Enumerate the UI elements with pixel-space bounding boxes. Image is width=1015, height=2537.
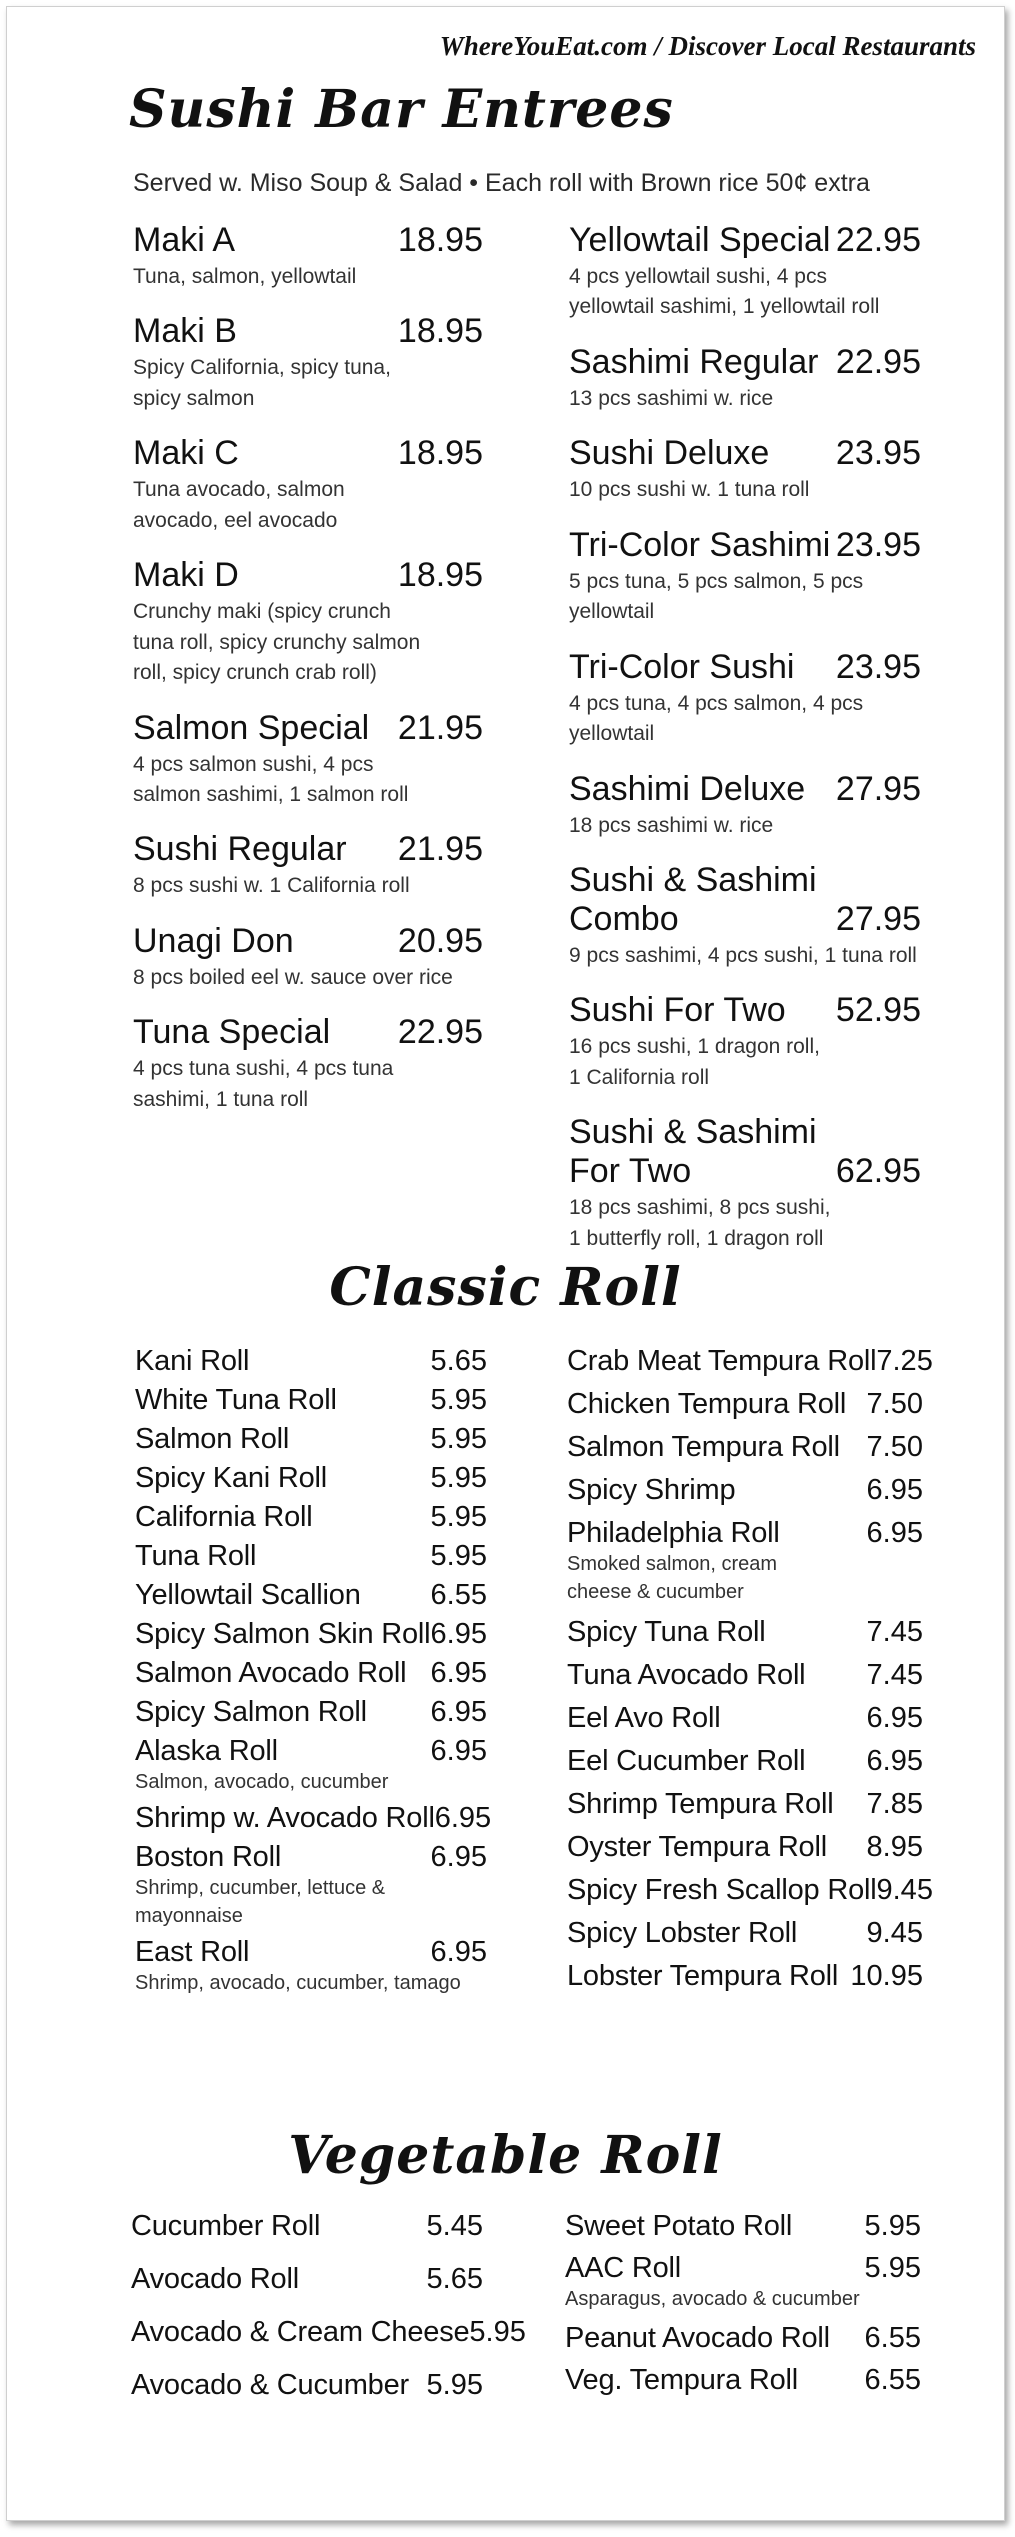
menu-item-row	[131, 2316, 526, 2349]
menu-item-description: 18 pcs sashimi, 8 pcs sushi, 1 butterfly roll, 1 dragon roll	[569, 1196, 831, 1250]
menu-item-description: Tuna avocado, salmon avocado, eel avocado	[133, 478, 345, 532]
menu-item-name: Salmon Roll	[135, 1423, 290, 1455]
menu-item-name: Sushi For Two	[569, 991, 786, 1030]
menu-item-description: Shrimp, avocado, cucumber, tamago	[135, 1972, 461, 1994]
menu-item-row	[567, 1745, 923, 1778]
menu-item	[567, 1960, 923, 1993]
menu-item-price: 52.95	[835, 991, 921, 1030]
menu-item-price: 6.95	[866, 1517, 923, 1549]
vegetable-roll-right-column	[565, 2210, 921, 2406]
menu-item-name: Avocado & Cucumber	[131, 2369, 409, 2401]
menu-item-description: 5 pcs tuna, 5 pcs salmon, 5 pcs yellowtail	[569, 569, 864, 624]
menu-item	[135, 1540, 487, 1573]
menu-item-name: Shrimp Tempura Roll	[567, 1788, 834, 1820]
menu-item-price: 23.95	[835, 647, 921, 686]
menu-item-price: 7.25	[876, 1345, 933, 1377]
menu-item-price: 27.95	[835, 769, 921, 808]
menu-item	[567, 1388, 923, 1421]
classic-roll-right-column	[567, 1345, 933, 2003]
menu-item-name: Spicy Kani Roll	[135, 1462, 328, 1494]
menu-item-row	[135, 1735, 487, 1768]
menu-item-name: Sashimi Deluxe	[569, 769, 806, 808]
menu-item	[567, 1616, 923, 1649]
menu-item-name: Sweet Potato Roll	[565, 2210, 793, 2242]
menu-item	[133, 556, 483, 688]
menu-item-row	[131, 2210, 483, 2243]
menu-item	[567, 1702, 923, 1735]
menu-item-row	[569, 221, 921, 260]
menu-item-price: 7.45	[866, 1659, 923, 1691]
menu-item-name: Yellowtail Special	[569, 221, 831, 259]
menu-item-price: 10.95	[850, 1960, 923, 1992]
menu-item-row	[567, 1788, 923, 1821]
menu-item	[567, 1874, 933, 1907]
menu-item-price: 5.45	[426, 2210, 483, 2242]
menu-item-description: 8 pcs boiled eel w. sauce over rice	[133, 965, 453, 989]
menu-item	[567, 1517, 923, 1606]
menu-item-row	[565, 2322, 921, 2355]
menu-item	[569, 770, 921, 841]
menu-item-row	[569, 991, 921, 1030]
menu-item-row	[135, 1657, 487, 1690]
menu-item-price: 5.95	[426, 2369, 483, 2401]
menu-item-name: Crab Meat Tempura Roll	[567, 1345, 877, 1377]
menu-item-price: 5.95	[469, 2316, 526, 2348]
menu-item-name: Spicy Shrimp	[567, 1474, 736, 1506]
menu-item-row	[567, 1960, 923, 1993]
menu-item	[565, 2210, 921, 2243]
menu-item-name: Maki A	[133, 221, 236, 259]
menu-item-price: 18.95	[397, 556, 483, 595]
menu-item-price: 18.95	[397, 434, 483, 473]
menu-item	[567, 1831, 923, 1864]
menu-item-name: Maki D	[133, 556, 239, 595]
menu-item	[133, 221, 483, 292]
menu-item	[133, 312, 483, 414]
menu-item-price: 23.95	[835, 434, 921, 473]
menu-item-row	[569, 1113, 921, 1191]
menu-item-price: 18.95	[397, 221, 483, 259]
menu-item-price: 5.65	[426, 2263, 483, 2295]
menu-item-price: 6.55	[864, 2322, 921, 2354]
menu-item-name: Shrimp w. Avocado Roll	[135, 1802, 435, 1834]
menu-item-row	[135, 1802, 492, 1835]
menu-item-row	[565, 2210, 921, 2243]
menu-item-name: Spicy Salmon Roll	[135, 1696, 367, 1728]
menu-item-row	[569, 343, 921, 382]
menu-item-name: Peanut Avocado Roll	[565, 2322, 830, 2354]
menu-item-row	[133, 221, 483, 260]
menu-item-name: California Roll	[135, 1501, 313, 1533]
menu-item-description: 4 pcs tuna, 4 pcs salmon, 4 pcs yellowtail	[569, 691, 864, 746]
menu-item-row	[565, 2364, 921, 2397]
menu-item-name: Tuna Roll	[135, 1540, 257, 1572]
menu-item-price: 6.55	[430, 1579, 487, 1611]
menu-item	[131, 2210, 483, 2243]
vegetable-roll-heading: Vegetable Roll	[288, 2125, 723, 2186]
menu-item-price: 21.95	[397, 830, 483, 869]
menu-item-row	[131, 2263, 483, 2296]
site-header[interactable]: WhereYouEat.com / Discover Local Restaurants	[439, 31, 976, 61]
menu-item-name: Spicy Tuna Roll	[567, 1616, 766, 1648]
menu-item-row	[567, 1659, 923, 1692]
sushi-bar-right-column	[569, 221, 921, 1274]
menu-item	[565, 2322, 921, 2355]
menu-item-row	[569, 648, 921, 687]
sushi-bar-subtitle: Served w. Miso Soup & Salad • Each roll with Brown rice 50¢ extra	[133, 169, 870, 197]
menu-item-name: East Roll	[135, 1936, 250, 1968]
menu-item-description: 4 pcs salmon sushi, 4 pcs salmon sashimi, 1 salmon roll	[133, 752, 409, 806]
menu-item	[135, 1841, 487, 1930]
vegetable-roll-left-column	[131, 2210, 526, 2422]
menu-item-row	[133, 1013, 483, 1052]
menu-item-price: 6.95	[866, 1745, 923, 1777]
menu-item-description: 9 pcs sashimi, 4 pcs sushi, 1 tuna roll	[569, 943, 917, 967]
menu-item	[135, 1384, 487, 1417]
menu-item-row	[567, 1388, 923, 1421]
menu-item	[569, 1113, 921, 1254]
menu-item-row	[135, 1841, 487, 1874]
menu-item-price: 7.50	[866, 1431, 923, 1463]
menu-item-name: Sushi & Sashimi Combo	[569, 860, 817, 938]
menu-item	[133, 709, 483, 811]
menu-item	[569, 221, 921, 323]
menu-item-name: AAC Roll	[565, 2252, 682, 2284]
menu-item	[135, 1618, 487, 1651]
menu-item	[135, 1579, 487, 1612]
menu-item-description: Tuna, salmon, yellowtail	[133, 265, 357, 288]
menu-item-description: Smoked salmon, cream cheese & cucumber	[567, 1553, 778, 1603]
menu-item-row	[133, 556, 483, 595]
menu-item-name: Tri-Color Sashimi	[569, 525, 831, 564]
menu-item-row	[567, 1917, 923, 1950]
menu-item	[569, 861, 921, 971]
menu-page	[6, 6, 1005, 2521]
menu-item-price: 27.95	[835, 899, 921, 938]
menu-item-price: 6.95	[866, 1474, 923, 1506]
menu-item-price: 7.45	[866, 1616, 923, 1648]
menu-item-name: Spicy Fresh Scallop Roll	[567, 1874, 877, 1906]
menu-item-row	[567, 1874, 933, 1907]
menu-item-description: 10 pcs sushi w. 1 tuna roll	[569, 478, 810, 502]
menu-item-name: Sashimi Regular	[569, 342, 819, 381]
menu-item	[131, 2263, 483, 2296]
menu-item-name: Unagi Don	[133, 921, 294, 960]
menu-item-price: 5.95	[430, 1462, 487, 1494]
menu-item	[567, 1788, 923, 1821]
menu-item-row	[567, 1474, 923, 1507]
menu-item-name: Boston Roll	[135, 1841, 282, 1873]
menu-item-name: Kani Roll	[135, 1345, 250, 1377]
menu-item-row	[135, 1936, 487, 1969]
menu-item	[133, 922, 483, 993]
menu-item-row	[135, 1618, 487, 1651]
menu-item-row	[133, 830, 483, 869]
menu-item-description: 18 pcs sashimi w. rice	[569, 813, 774, 837]
menu-item-price: 21.95	[397, 708, 483, 747]
menu-item-price: 6.95	[434, 1802, 492, 1834]
menu-item	[567, 1745, 923, 1778]
menu-item	[567, 1345, 933, 1378]
classic-roll-left-column	[135, 1345, 492, 2003]
menu-item-name: Eel Cucumber Roll	[567, 1745, 806, 1777]
menu-item-row	[135, 1345, 487, 1378]
menu-item-price: 6.95	[866, 1702, 923, 1734]
menu-item	[135, 1501, 487, 1534]
menu-item-name: Eel Avo Roll	[567, 1702, 721, 1734]
menu-item-row	[569, 526, 921, 565]
menu-item-row	[569, 434, 921, 473]
menu-item-row	[569, 861, 921, 939]
menu-item-description: Salmon, avocado, cucumber	[135, 1771, 389, 1793]
menu-item-row	[135, 1462, 487, 1495]
menu-item-row	[135, 1579, 487, 1612]
menu-item-row	[133, 434, 483, 473]
menu-item-row	[133, 922, 483, 961]
menu-item-row	[133, 312, 483, 351]
menu-item-name: Sushi & Sashimi For Two	[569, 1113, 817, 1191]
menu-item-description: 8 pcs sushi w. 1 California roll	[133, 874, 410, 898]
menu-item-price: 62.95	[835, 1152, 921, 1191]
menu-item-name: Salmon Tempura Roll	[567, 1431, 840, 1463]
menu-item-name: Spicy Salmon Skin Roll	[135, 1618, 431, 1650]
menu-item-price: 6.95	[430, 1618, 487, 1650]
menu-item-name: Veg. Tempura Roll	[565, 2364, 799, 2396]
menu-item-name: Sushi Regular	[133, 830, 347, 869]
menu-item-row	[567, 1431, 923, 1464]
menu-item-row	[567, 1616, 923, 1649]
menu-item-row	[135, 1696, 487, 1729]
menu-item	[565, 2252, 921, 2313]
menu-item-price: 22.95	[835, 342, 921, 381]
menu-item	[135, 1462, 487, 1495]
menu-item-name: Avocado Roll	[131, 2263, 299, 2295]
menu-item	[569, 526, 921, 628]
menu-item-name: Tuna Avocado Roll	[567, 1659, 806, 1691]
menu-item-price: 5.95	[430, 1423, 487, 1455]
menu-item-name: Sushi Deluxe	[569, 434, 770, 473]
menu-item	[133, 1013, 483, 1115]
menu-item	[135, 1735, 487, 1796]
menu-item	[567, 1917, 923, 1950]
menu-item-name: Maki B	[133, 312, 237, 351]
menu-item-name: Avocado & Cream Cheese	[131, 2316, 470, 2348]
menu-item	[135, 1936, 487, 1997]
menu-item-price: 6.95	[430, 1696, 487, 1728]
menu-item-price: 6.95	[430, 1841, 487, 1873]
menu-item-name: Chicken Tempura Roll	[567, 1388, 847, 1420]
menu-item-name: White Tuna Roll	[135, 1384, 337, 1416]
sushi-bar-left-column	[133, 221, 483, 1135]
menu-item-row	[567, 1702, 923, 1735]
menu-item-row	[567, 1517, 923, 1550]
menu-item	[131, 2369, 483, 2402]
menu-item-price: 5.95	[430, 1501, 487, 1533]
menu-item-price: 9.45	[876, 1874, 933, 1906]
menu-item-name: Philadelphia Roll	[567, 1517, 780, 1549]
menu-item	[135, 1657, 487, 1690]
menu-item	[135, 1345, 487, 1378]
menu-item-description: 13 pcs sashimi w. rice	[569, 386, 774, 410]
menu-item-price: 22.95	[835, 221, 921, 259]
menu-item-price: 5.95	[864, 2252, 921, 2284]
menu-item	[569, 343, 921, 414]
menu-item	[569, 434, 921, 505]
menu-item-row	[567, 1345, 933, 1378]
menu-item-name: Salmon Special	[133, 708, 370, 747]
menu-item-row	[133, 709, 483, 748]
menu-item-description: Shrimp, cucumber, lettuce & mayonnaise	[135, 1877, 386, 1927]
menu-item	[131, 2316, 526, 2349]
menu-item-name: Yellowtail Scallion	[135, 1579, 361, 1611]
menu-item-row	[131, 2369, 483, 2402]
menu-item-price: 23.95	[835, 525, 921, 564]
menu-item-description: 4 pcs tuna sushi, 4 pcs tuna sashimi, 1 tuna roll	[133, 1057, 394, 1111]
menu-item-price: 7.50	[866, 1388, 923, 1420]
menu-item-price: 6.95	[430, 1936, 487, 1968]
menu-item-description: 16 pcs sushi, 1 dragon roll, 1 California roll	[569, 1035, 820, 1089]
menu-item-name: Tri-Color Sushi	[569, 647, 795, 686]
menu-item-name: Lobster Tempura Roll	[567, 1960, 839, 1992]
menu-item-price: 5.95	[430, 1540, 487, 1572]
menu-item-price: 6.55	[864, 2364, 921, 2396]
menu-item-price: 18.95	[397, 312, 483, 351]
menu-item-description: Spicy California, spicy tuna, spicy salmon	[133, 356, 391, 410]
menu-item-name: Oyster Tempura Roll	[567, 1831, 827, 1863]
menu-item-price: 6.95	[430, 1657, 487, 1689]
menu-item-price: 20.95	[397, 921, 483, 960]
menu-item-row	[135, 1540, 487, 1573]
menu-item-price: 5.95	[430, 1384, 487, 1416]
menu-item	[567, 1659, 923, 1692]
menu-item-row	[569, 770, 921, 809]
menu-item-price: 7.85	[866, 1788, 923, 1820]
menu-item-name: Cucumber Roll	[131, 2210, 321, 2242]
menu-item-name: Alaska Roll	[135, 1735, 278, 1767]
menu-item	[133, 434, 483, 536]
menu-item-row	[567, 1831, 923, 1864]
menu-item-row	[135, 1384, 487, 1417]
menu-item-row	[135, 1423, 487, 1456]
menu-item-price: 9.45	[866, 1917, 923, 1949]
menu-item-name: Spicy Lobster Roll	[567, 1917, 798, 1949]
menu-item-name: Salmon Avocado Roll	[135, 1657, 407, 1689]
menu-item	[567, 1474, 923, 1507]
menu-item-price: 8.95	[866, 1831, 923, 1863]
menu-item-price: 6.95	[430, 1735, 487, 1767]
menu-item-description: 4 pcs yellowtail sushi, 4 pcs yellowtail sashimi, 1 yellowtail roll	[569, 265, 880, 319]
menu-item	[567, 1431, 923, 1464]
menu-item	[135, 1423, 487, 1456]
menu-item-row	[135, 1501, 487, 1534]
menu-item-price: 5.95	[864, 2210, 921, 2242]
menu-item-name: Maki C	[133, 434, 239, 473]
menu-item-name: Tuna Special	[133, 1013, 331, 1052]
classic-roll-heading: Classic Roll	[329, 1257, 682, 1318]
sushi-bar-entrees-heading: Sushi Bar Entrees	[129, 79, 674, 140]
menu-item	[565, 2364, 921, 2397]
menu-item-description: Crunchy maki (spicy crunch tuna roll, spicy crunchy salmon roll, spicy crunch crab roll)	[133, 600, 421, 685]
menu-item-price: 5.65	[430, 1345, 487, 1377]
menu-item	[569, 991, 921, 1093]
menu-item	[135, 1696, 487, 1729]
menu-item-price: 22.95	[397, 1013, 483, 1052]
menu-item	[133, 830, 483, 901]
menu-item	[135, 1802, 492, 1835]
menu-item-description: Asparagus, avocado & cucumber	[565, 2288, 860, 2310]
menu-item-row	[565, 2252, 921, 2285]
menu-item	[569, 648, 921, 750]
